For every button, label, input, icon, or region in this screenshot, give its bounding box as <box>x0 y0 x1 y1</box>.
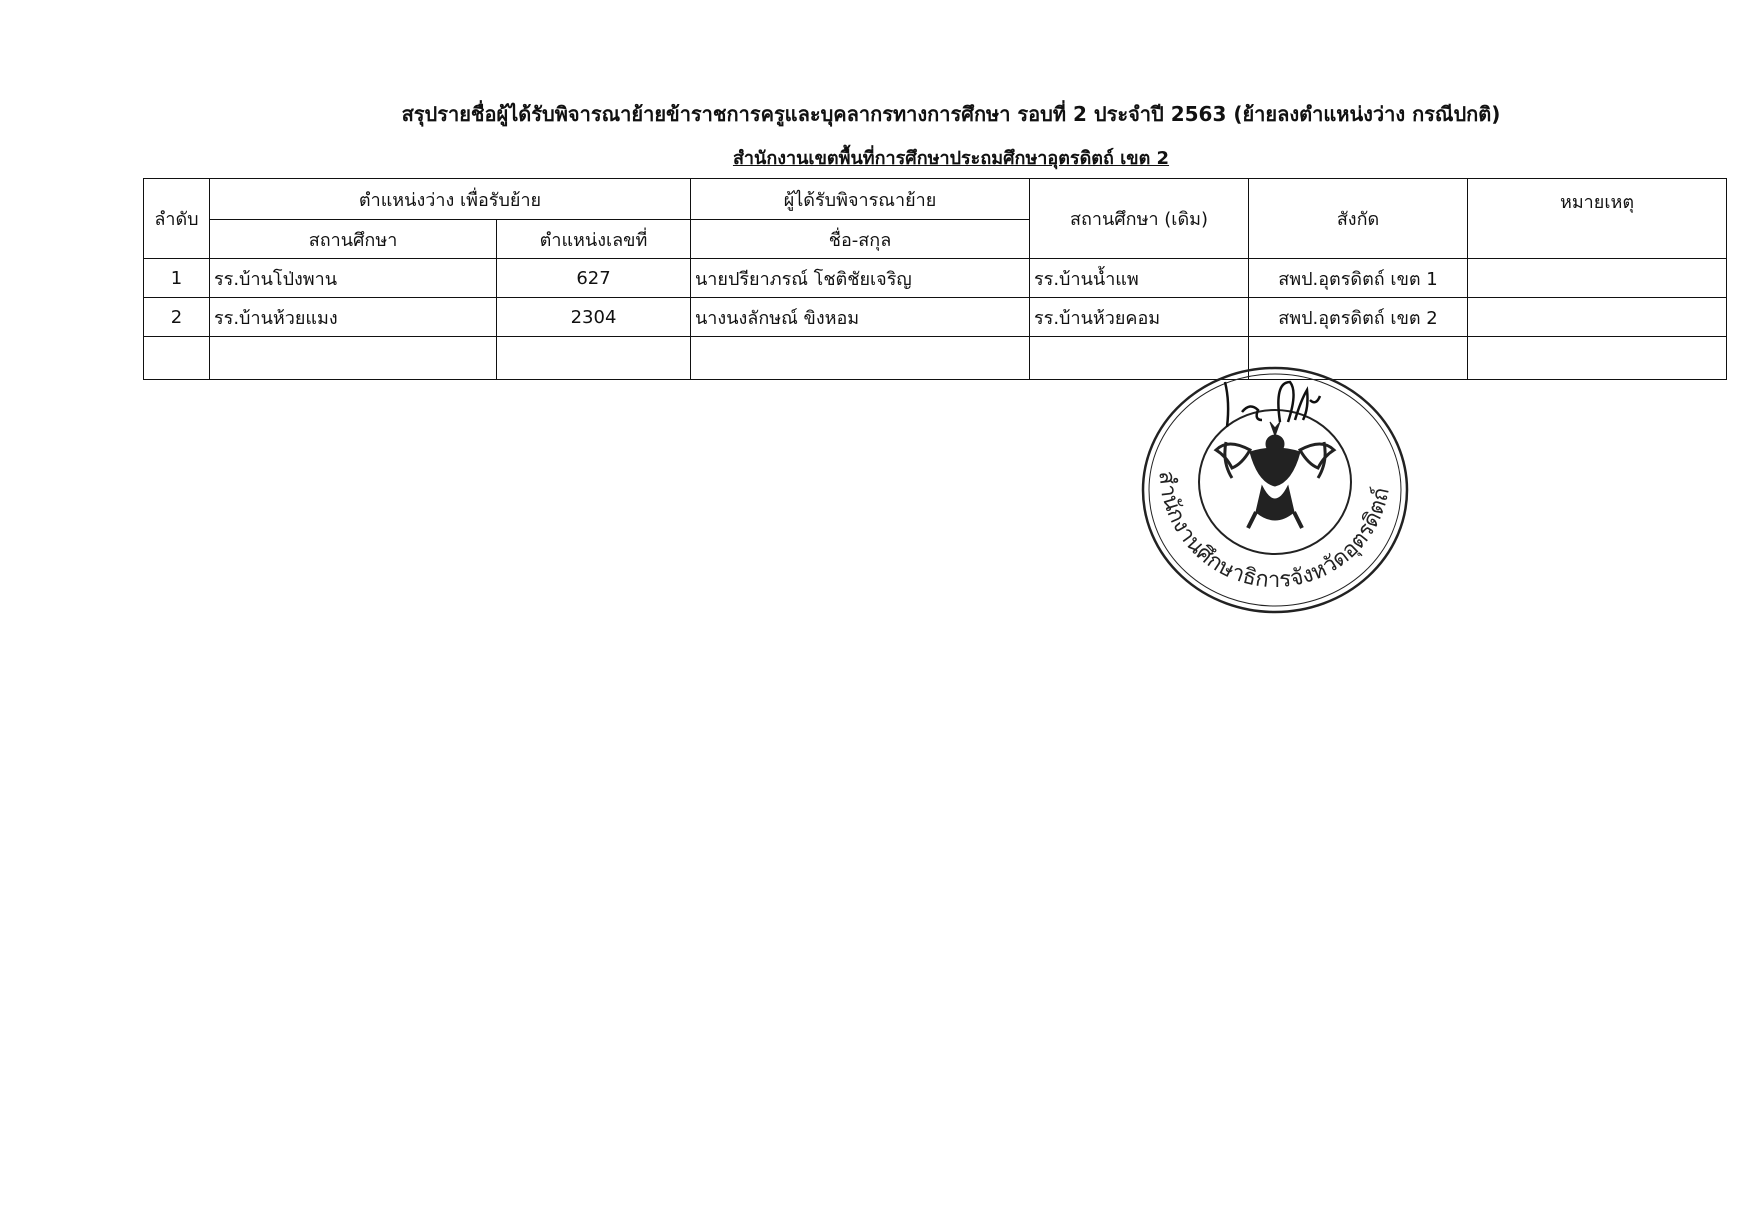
empty-cell <box>691 337 1030 380</box>
row-remark <box>1468 259 1727 298</box>
header-remark: หมายเหตุ <box>1468 179 1727 259</box>
empty-cell <box>497 337 691 380</box>
header-origin: สถานศึกษา (เดิม) <box>1030 179 1249 259</box>
row-name: นางนงลักษณ์ ขิงหอม <box>691 298 1030 337</box>
empty-cell <box>1468 337 1727 380</box>
document-subtitle: สำนักงานเขตพื้นที่การศึกษาประถมศึกษาอุตรดิตถ์ เขต 2 <box>732 148 1170 169</box>
table-header-row <box>144 179 1727 220</box>
header-person-line2: ชื่อ-สกุล <box>691 220 1030 259</box>
row-name: นายปรียาภรณ์ โชติชัยเจริญ <box>691 259 1030 298</box>
header-vacancy-position: ตำแหน่งเลขที่ <box>497 220 691 259</box>
row-position: 2304 <box>497 298 691 337</box>
header-vacancy-school: สถานศึกษา <box>210 220 497 259</box>
table-row-empty <box>144 337 1727 380</box>
table-row <box>144 259 1727 298</box>
row-origin: รร.บ้านห้วยคอม <box>1030 298 1249 337</box>
table-row <box>144 298 1727 337</box>
garuda-emblem-icon <box>1216 422 1334 528</box>
header-person-line1: ผู้ได้รับพิจารณาย้าย <box>691 179 1030 220</box>
empty-cell <box>210 337 497 380</box>
seal-ring-text: สำนักงานศึกษาธิการจังหวัดอุตรดิตถ์ <box>1153 469 1395 594</box>
row-affiliation: สพป.อุตรดิตถ์ เขต 1 <box>1249 259 1468 298</box>
row-school: รร.บ้านห้วยแมง <box>210 298 497 337</box>
row-remark <box>1468 298 1727 337</box>
header-no: ลำดับ <box>144 179 210 259</box>
signature-icon <box>1225 382 1320 427</box>
transfer-table <box>143 178 1727 380</box>
row-origin: รร.บ้านน้ำแพ <box>1030 259 1249 298</box>
document-title: สรุปรายชื่อผู้ได้รับพิจารณาย้ายข้าราชการครูและบุคลากรทางการศึกษา รอบที่ 2 ประจำปี 2563 (ย้ายลงตำแหน่งว่าง กรณีปกติ) <box>401 102 1501 126</box>
official-seal-stamp <box>1130 352 1420 620</box>
row-no: 1 <box>144 259 210 298</box>
header-vacancy-group: ตำแหน่งว่าง เพื่อรับย้าย <box>210 179 691 220</box>
empty-cell <box>144 337 210 380</box>
row-no: 2 <box>144 298 210 337</box>
row-affiliation: สพป.อุตรดิตถ์ เขต 2 <box>1249 298 1468 337</box>
row-position: 627 <box>497 259 691 298</box>
header-affiliation: สังกัด <box>1249 179 1468 259</box>
row-school: รร.บ้านโป่งพาน <box>210 259 497 298</box>
